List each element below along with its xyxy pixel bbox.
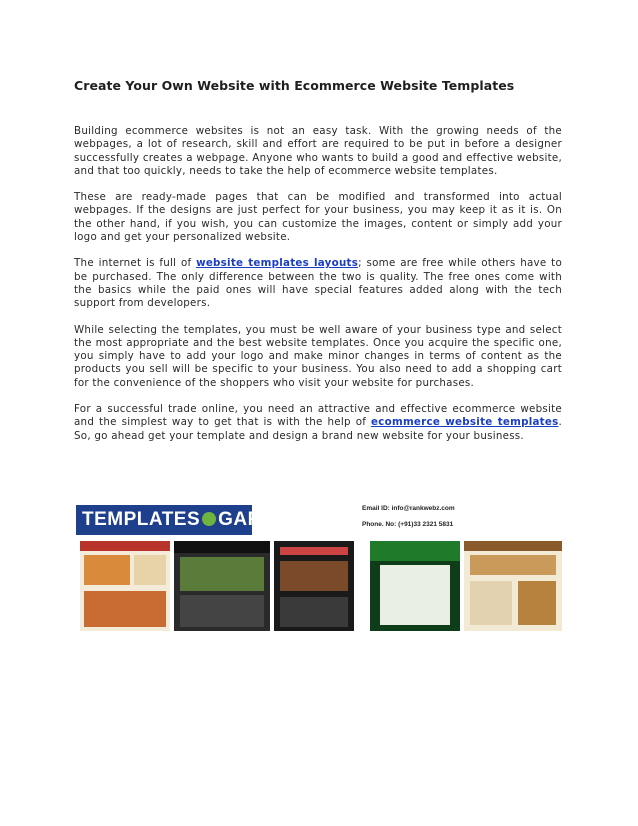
banner-phone: Phone. No: (+91)33 2321 5831 (362, 521, 454, 528)
template-thumbnail-4 (370, 541, 460, 631)
website-templates-layouts-link[interactable]: website templates layouts (196, 257, 359, 270)
banner-contact (362, 501, 455, 533)
templates-garden-logo (76, 505, 304, 535)
paragraph-5 (74, 403, 562, 443)
article-body (74, 125, 562, 456)
paragraph-3-start: The internet is full of (74, 257, 197, 270)
paragraph-3 (74, 257, 562, 310)
banner-email: Email ID: info@rankwebz.com (362, 505, 455, 512)
paragraph-4: While selecting the templates, you must be well aware of your business type and select the most appropriate and the best website templates. Once you acquire the specific one, you simply have to add your logo and make minor changes in terms of content as the products you sell will be specific to your business. You also need to add a shopping cart for the convenience of the shoppers who visit your website for purchases. (74, 323, 562, 389)
template-thumbnail-5 (464, 541, 562, 631)
paragraph-5-start: For a successful trade online, you need an attractive and effective ecommerce website and the simplest way to get that is with the help of (74, 403, 562, 429)
logo-text-garden: GARDEN (218, 509, 304, 530)
template-thumbnail-1 (80, 541, 170, 631)
paragraph-5-end: . So, go ahead get your template and design a brand new website for your business. (74, 416, 563, 442)
ecommerce-website-templates-link[interactable]: ecommerce website templates (371, 416, 559, 429)
template-thumbnail-3 (274, 541, 354, 631)
paragraph-3-end: ; some are free while others have to be purchased. The only difference between the two is quality. The free ones come with the basics while the paid ones will have special features added along with the tech support from developers. (74, 257, 562, 310)
paragraph-2: These are ready-made pages that can be modified and transformed into actual webpages. If the designs are just perfect for your business, you may keep it as it is. On the other hand, if you wish, you can customize the images, content or simply add your logo and get your personalized website. (74, 191, 562, 244)
page-title: Create Your Own Website with Ecommerce Website Templates (74, 78, 515, 93)
paragraph-1: Building ecommerce websites is not an easy task. With the growing needs of the webpages, a lot of research, skill and effort are required to be put in before a designer successfully creates a webpage. Anyone who wants to build a good and effective website, and that too quickly, needs to take the help of ecommerce website templates. (74, 125, 562, 177)
logo-text-templates: TEMPLATES (82, 509, 201, 530)
template-thumbnail-2 (174, 541, 270, 631)
templates-garden-banner-image (74, 497, 566, 637)
leaf-icon (202, 512, 216, 526)
